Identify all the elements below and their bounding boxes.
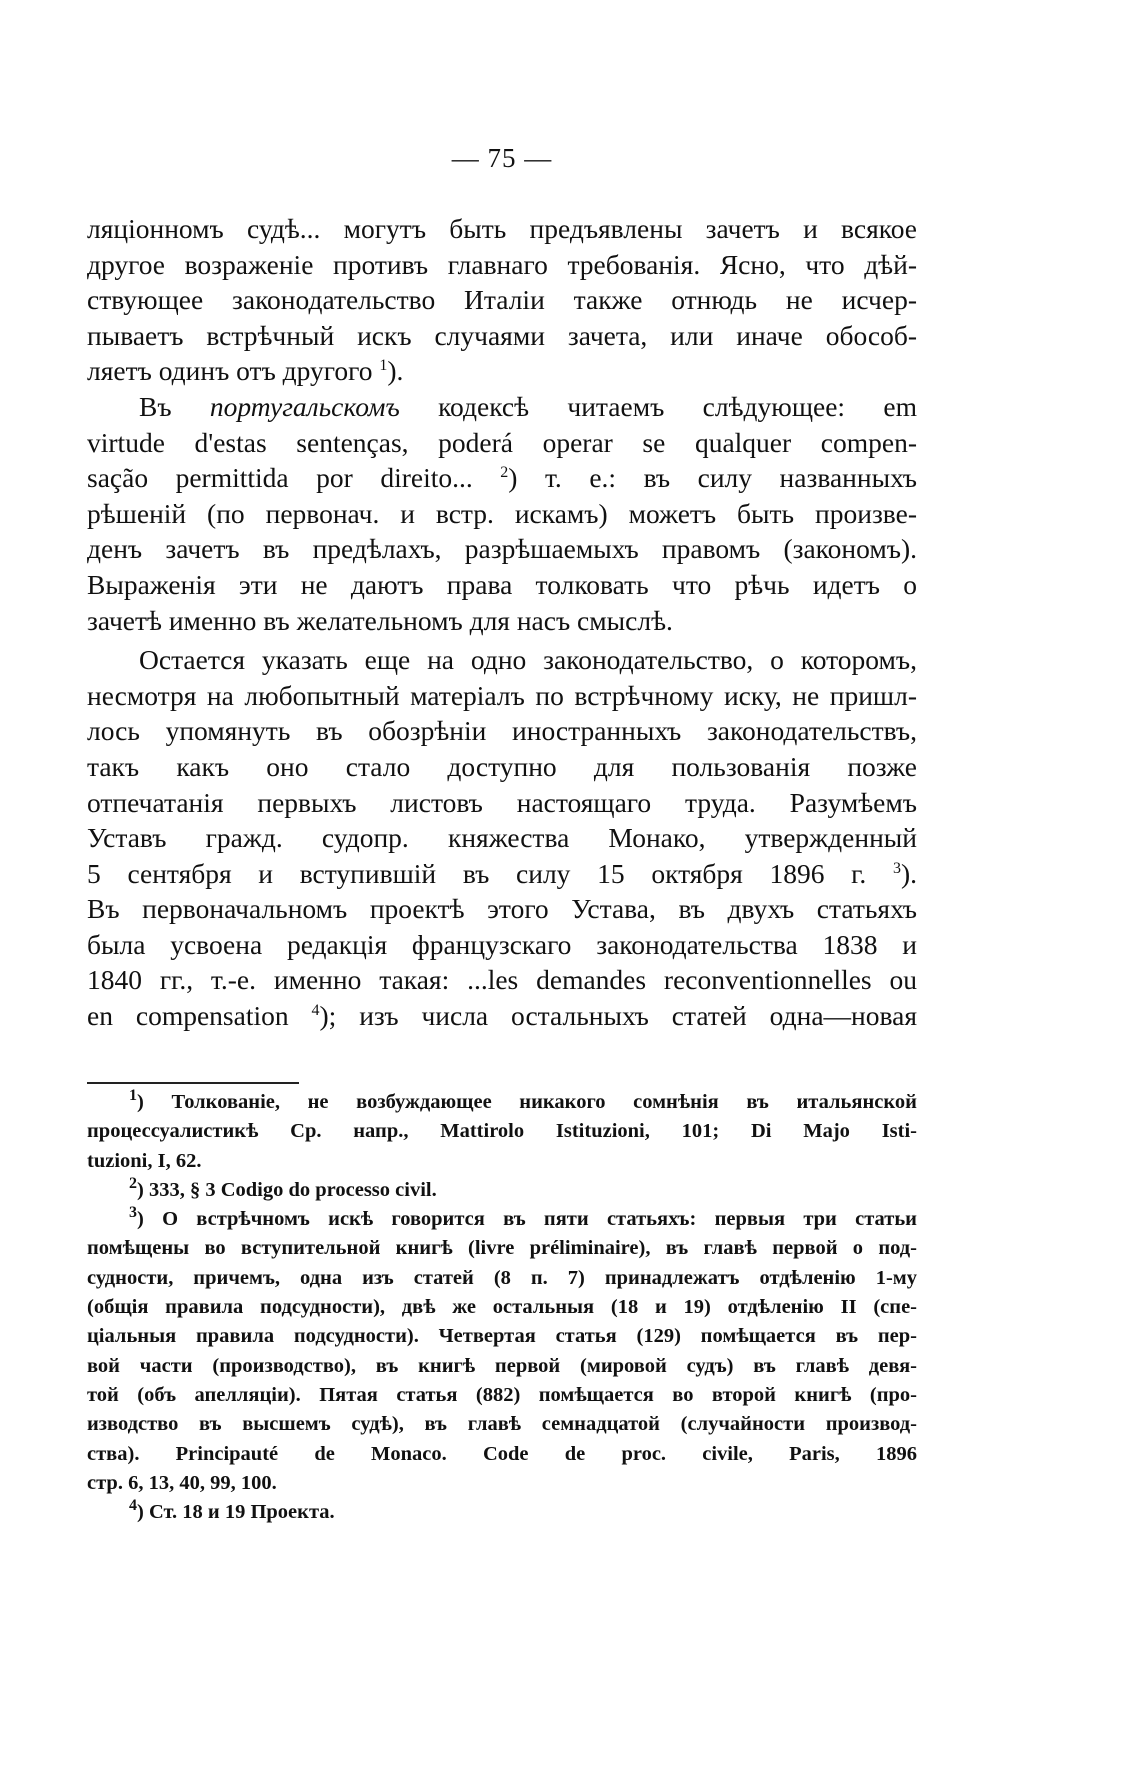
text-line: зачетѣ именно въ желательномъ для насъ смыслѣ. — [87, 604, 673, 636]
footnote-line: (общія правила подсудности), двѣ же остальныя (18 и 19) отдѣленію II (спе- — [87, 1296, 917, 1319]
emphasis-text: португальскомъ — [209, 390, 400, 422]
footnotes — [87, 1088, 917, 1527]
footnote-line: помѣщены во вступительной книгѣ (livre préliminaire), въ главѣ первой о под- — [87, 1237, 917, 1260]
footnote-ref: 4 — [311, 1001, 320, 1019]
footnote-4 — [87, 1498, 917, 1527]
text-fragment: кодексѣ читаемъ слѣдующее: em — [399, 390, 917, 422]
paragraph-2 — [87, 389, 917, 638]
text-line: рѣшеній (по первонач. и встр. искамъ) можетъ быть произве- — [87, 497, 917, 529]
text-fragment: ) Ст. 18 и 19 Проекта. — [137, 1501, 335, 1524]
footnote-line — [87, 1498, 917, 1527]
text-line — [87, 998, 917, 1034]
text-line: отпечатанія первыхъ листовъ настоящаго труда. Разумѣемъ — [87, 786, 917, 818]
footnote-line: изводство въ высшемъ судѣ), въ главѣ семнадцатой (случайности производ- — [87, 1413, 917, 1436]
text-line — [87, 856, 917, 892]
text-fragment: ) Толкованіе, не возбуждающее никакого сомнѣнія въ итальянской — [137, 1091, 917, 1113]
footnote-line: стр. 6, 13, 40, 99, 100. — [87, 1471, 277, 1494]
footnote-ref: 1 — [379, 357, 388, 375]
text-fragment: ) т. е.: въ силу названныхъ — [508, 462, 917, 494]
text-line: virtude d'estas sentenças, poderá operar se qualquer compen- — [87, 426, 917, 458]
text-line: несмотря на любопытный матеріалъ по встрѣчному иску, не пришл- — [87, 679, 917, 711]
text-line: Остается указать еще на одно законодательство, о которомъ, — [139, 644, 917, 676]
text-fragment: ) О встрѣчномъ искѣ говорится въ пяти статьяхъ: первыя три статьи — [137, 1208, 917, 1231]
text-line — [87, 353, 917, 389]
footnote-line: ства). Principauté de Monaco. Code de proc. civile, Paris, 1896 — [87, 1442, 917, 1465]
footnote-line: судности, причемъ, одна изъ статей (8 п. 7) принадлежатъ отдѣленію 1-му — [87, 1266, 917, 1289]
footnote-marker: 3 — [129, 1204, 137, 1222]
text-line — [87, 389, 917, 425]
body-text — [87, 211, 917, 1034]
text-line: другое возраженіе противъ главнаго требованія. Ясно, что дѣй- — [87, 248, 917, 280]
text-line: 1840 гг., т.-е. именно такая: ...les demandes reconventionnelles ou — [87, 964, 917, 996]
footnote-1 — [87, 1088, 917, 1176]
footnote-2 — [87, 1176, 917, 1205]
text-line: лось упомянуть въ обозрѣніи иностранныхъ законодательствъ, — [87, 715, 917, 747]
text-line: такъ какъ оно стало доступно для пользованія позже — [87, 750, 917, 782]
text-line: была усвоена редакція французскаго законодательства 1838 и — [87, 928, 917, 960]
footnote-line — [87, 1176, 917, 1205]
text-fragment: ляетъ одинъ отъ другого — [87, 355, 373, 387]
footnote-line: tuzioni, I, 62. — [87, 1149, 202, 1172]
footnote-3 — [87, 1205, 917, 1498]
text-fragment: ). — [900, 857, 917, 889]
text-fragment: ) 333, § 3 Codigo do processo civil. — [137, 1178, 437, 1201]
footnote-line — [87, 1205, 917, 1234]
page-number: — 75 — — [451, 143, 553, 173]
text-fragment: sação permittida por direito... — [87, 462, 501, 494]
text-fragment: en compensation — [87, 1000, 312, 1032]
paragraph-3 — [87, 642, 917, 1034]
text-line: денъ зачетъ въ предѣлахъ, разрѣшаемыхъ правомъ (закономъ). — [87, 533, 917, 565]
footnote-line: той (объ апелляціи). Пятая статья (882) помѣщается во второй книгѣ (про- — [87, 1383, 917, 1406]
text-fragment: Въ — [139, 390, 210, 422]
text-line: ляціонномъ судѣ... могутъ быть предъявлены зачетъ и всякое — [87, 213, 917, 244]
text-line: Уставъ гражд. судопр. княжества Монако, утвержденный — [87, 822, 917, 854]
text-line: пываетъ встрѣчный искъ случаями зачета, или иначе обособ- — [87, 319, 917, 351]
footnote-line: вой части (производство), въ книгѣ первой (мировой судъ) въ главѣ девя- — [87, 1354, 917, 1377]
text-fragment: ); изъ числа остальныхъ статей одна—новая — [319, 1000, 917, 1032]
text-line — [87, 460, 917, 496]
text-line: ствующее законодательство Италіи также отнюдь не исчер- — [87, 284, 917, 316]
footnote-separator — [87, 1082, 299, 1084]
paragraph-1 — [87, 211, 917, 389]
text-line: Выраженія эти не даютъ права толковать что рѣчь идетъ о — [87, 568, 917, 600]
footnote-marker: 1 — [129, 1087, 137, 1105]
footnote-marker: 4 — [129, 1497, 137, 1515]
text-fragment: 5 сентября и вступившій въ силу 15 октября 1896 г. — [87, 857, 893, 889]
footnote-line: ціальныя правила подсудности). Четвертая статья (129) помѣщается въ пер- — [87, 1325, 917, 1348]
footnote-line: процессуалистикѣ Ср. напр., Mattirolo Istituzioni, 101; Di Majo Isti- — [87, 1120, 917, 1143]
text-fragment: ). — [387, 355, 404, 387]
footnote-ref: 2 — [500, 464, 509, 481]
text-line: Въ первоначальномъ проектѣ этого Устава, въ двухъ статьяхъ — [87, 893, 917, 925]
footnote-marker: 2 — [129, 1175, 137, 1193]
footnote-ref: 3 — [892, 859, 901, 877]
footnote-line — [87, 1088, 917, 1117]
